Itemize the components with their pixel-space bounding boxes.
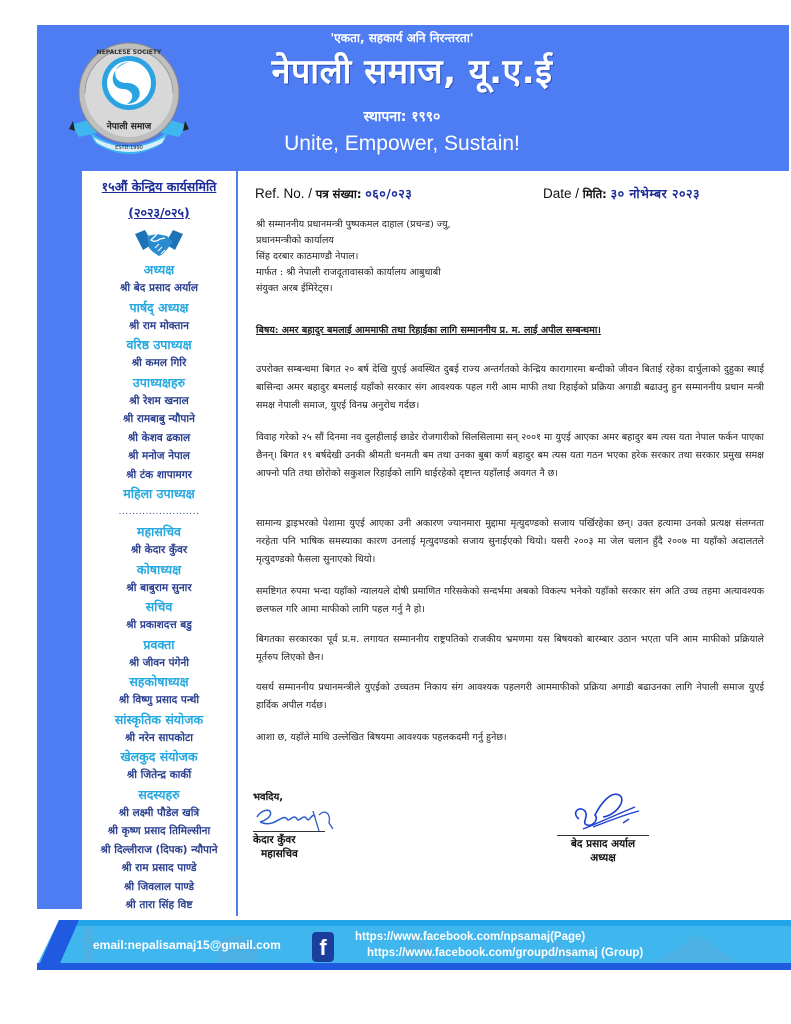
handshake-icon bbox=[133, 226, 185, 258]
member-name: श्री लक्ष्मी पौडेल खत्रि bbox=[118, 806, 200, 819]
member-name: श्री राम मोक्तान bbox=[129, 319, 189, 332]
role-title: सहकोषाध्यक्ष bbox=[129, 674, 189, 689]
role-treasurer bbox=[82, 560, 236, 598]
letter-date bbox=[543, 185, 700, 202]
handwritten-signature bbox=[253, 803, 343, 833]
reference-number bbox=[255, 185, 412, 202]
letterhead-header bbox=[37, 25, 789, 171]
address-line: प्रधानमन्त्रीको कार्यालय bbox=[256, 235, 334, 246]
member-name: श्री राम प्रसाद पाण्डे bbox=[121, 862, 197, 874]
role-title: सचिव bbox=[145, 599, 173, 614]
role-spokesperson bbox=[82, 635, 236, 673]
contact-email[interactable]: email:nepalisamaj15@gmail.com bbox=[93, 938, 281, 952]
role-title: उपाध्यक्षहरु bbox=[132, 374, 186, 390]
facebook-group-link[interactable]: https://www.facebook.com/groupd/nsamaj (Group) bbox=[367, 947, 644, 959]
ref-label-en: Ref. No. / bbox=[255, 186, 313, 201]
committee-sidebar bbox=[82, 171, 236, 916]
contact-footer bbox=[37, 920, 791, 970]
committee-term: (२०२३/०२५) bbox=[128, 205, 190, 220]
role-general-secretary bbox=[82, 522, 236, 560]
handwritten-signature bbox=[553, 789, 653, 835]
role-senior-vice-president bbox=[82, 335, 236, 373]
svg-text:ESTD:1990: ESTD:1990 bbox=[115, 145, 143, 151]
address-line: श्री सम्माननीय प्रधानमन्त्री पुष्पकमल दाहाल (प्रचन्ड) ज्यु, bbox=[256, 219, 451, 230]
member-name: श्री कमल गिरि bbox=[131, 357, 187, 369]
signer-name: केदार कुँवर bbox=[253, 834, 296, 846]
address-line: मार्फत : श्री नेपाली राजदूतावासको कार्यालय आबुधाबी bbox=[256, 267, 441, 278]
role-cultural-coordinator bbox=[82, 710, 236, 748]
member-name: श्री मनोज नेपाल bbox=[128, 450, 190, 462]
signature-block-president bbox=[553, 789, 653, 865]
left-blue-strip bbox=[37, 171, 82, 909]
signer-title: अध्यक्ष bbox=[590, 852, 616, 864]
paragraph: उपरोक्त सम्बन्धमा बिगत २० बर्ष देखि युएई अवस्थित दुबई राज्य अन्तर्गतको केन्द्रिय कारागारमा बन्दीको जीवन बिताई रहेका दार्चुलाको दुहुका स्थाई बासिन्दा अमर बहादुर बमलाई यहाँको सरकार संग आवश्यक पहल गरी आम माफी तथा रिहाईको प्रक्रिया अगाडी बढाउनु हुन सम्माननीय प्रधान मन्त्री समक्ष नेपाली समाज, युएई विनम्र अनुरोध गर्दछ। bbox=[256, 364, 764, 411]
role-title: कोषाध्यक्ष bbox=[136, 561, 182, 577]
role-title: खेलकुद संयोजक bbox=[120, 749, 198, 764]
signer-title: महासचिव bbox=[261, 848, 298, 860]
role-women-vice-president bbox=[82, 484, 236, 519]
vacant-placeholder: ........................ bbox=[118, 507, 200, 517]
member-name: श्री कृष्ण प्रसाद तिमिल्सीना bbox=[107, 825, 211, 837]
ref-label-np: पत्र संख्या: bbox=[315, 187, 362, 201]
organization-name: नेपाली समाज, यू.ए.ई bbox=[271, 52, 553, 92]
role-president bbox=[82, 260, 236, 298]
role-members bbox=[82, 785, 236, 915]
signature-line bbox=[253, 831, 325, 832]
member-name: श्री टंक शापामगर bbox=[126, 468, 192, 481]
paragraph: विवाह गरेको २५ सौं दिनमा नव दुलहीलाई छाडेर रोजगारीको सिलसिलामा सन् २००१ मा युएई आएका अमर बहादुर बम त्यस यता नेपाल फर्कन पाएका छैनन्। बिगत १९ बर्षदेखी उनकी श्रीमती धनमती बम तथा उनका बुबा कर्ण बहादुर बम त्यस यता गठन भएका हरेक सरकार तथा सरकार प्रमुख समक्ष आफ्नो पति तथा छोरोको सकुशल रिहाईको लागि धाईरहेको दृष्टान्त यहाँलाई अवगत नै छ। bbox=[256, 432, 764, 479]
member-name: श्री जीवन पंगेनी bbox=[128, 656, 190, 669]
date-value: ३० नोभेम्बर २०२३ bbox=[610, 186, 701, 201]
member-name: श्री प्रकाशदत्त बडु bbox=[126, 619, 192, 631]
signature-block-general-secretary bbox=[253, 789, 353, 861]
paragraph: समष्टिगत रुपमा भन्दा यहाँको न्यालयले दोषी प्रमाणित गरिसकेको सन्दर्भमा अबको विकल्प भनेको यहाँको सरकार संग अति उच्च तहमा अत्यावश्यक छलफल गरि आमा माफीको लागि पहल गर्नु नै हो। bbox=[256, 586, 764, 615]
address-line: सिंह दरबार काठमाण्डौ नेपाल। bbox=[256, 251, 359, 262]
date-label-en: Date / bbox=[543, 186, 580, 201]
role-title: प्रवक्ता bbox=[143, 636, 175, 652]
role-title: अध्यक्ष bbox=[143, 262, 175, 277]
member-name: श्री दिल्लीराज (दिपक) न्यौपाने bbox=[100, 843, 218, 856]
svg-text:नेपाली समाज: नेपाली समाज bbox=[106, 122, 152, 132]
svg-text:NEPALESE SOCIETY: NEPALESE SOCIETY bbox=[96, 49, 162, 56]
member-name: श्री जिवलाल पाण्डे bbox=[123, 880, 195, 893]
facebook-icon[interactable]: f bbox=[312, 932, 334, 962]
member-name: श्री नरेन सापकोटा bbox=[125, 731, 193, 744]
established-year: स्थापना: १९९० bbox=[363, 109, 441, 125]
paragraph: सामान्य ड्राइभरको पेशामा युएई आएका उनी अकारण ज्यानमारा मुद्दामा मृत्युदण्डको सजाय पर्खिरहेका छन्। उक्त हत्यामा उनको प्रत्यक्ष संलग्नता नरहेता पनि भाषिक समस्याका कारण उनलाई मृत्युदण्डको सजाय सुनाईएको थियो। यसरी २००३ मा जेल चलान हुँदै २००७ मा यहाँको अदालतले मृत्युदण्डको फैसला सुनाएको थियो। bbox=[256, 518, 764, 565]
role-title: सांस्कृतिक संयोजक bbox=[114, 711, 204, 727]
role-council-president bbox=[82, 298, 236, 336]
paragraph: बिगतका सरकारका पूर्व प्र.म. लगायत सम्माननीय राष्ट्रपतिको राजकीय भ्रमणमा यस बिषयको बारम्बार उठान भएता पनि आम माफीको प्रक्रियाले मूर्तरुप लिएको छैन। bbox=[256, 634, 764, 663]
date-label-np: मिति: bbox=[582, 187, 607, 201]
role-secretary bbox=[82, 597, 236, 635]
member-name: श्री बेद प्रसाद अर्याल bbox=[119, 282, 198, 294]
member-name: श्री केशव ढकाल bbox=[127, 431, 191, 444]
letter-subject: बिषय: अमर बहादुर बमलाई आममाफी तथा रिहाईका लागि सम्माननीय प्र. म. लाई अपील सम्बन्धमा। bbox=[256, 325, 601, 336]
society-logo bbox=[67, 33, 191, 159]
role-sports-coordinator bbox=[82, 747, 236, 785]
member-name: श्री जितेन्द्र कार्की bbox=[126, 769, 192, 781]
role-co-treasurer bbox=[82, 672, 236, 710]
sidebar-divider bbox=[236, 171, 238, 916]
committee-title: १५औं केन्द्रिय कार्यसमिति bbox=[101, 179, 217, 194]
paragraph: आशा छ, यहाँले माथि उल्लेखित बिषयमा आवश्यक पहलकदमी गर्नु हुनेछ। bbox=[256, 732, 507, 743]
role-title: महासचिव bbox=[137, 524, 181, 539]
recipient-address bbox=[256, 217, 451, 297]
paragraph: यसर्थ सम्माननीय प्रधानमन्त्रीले युएईको उच्चतम निकाय संग आवश्यक पहलगरी आममाफीको प्रक्रिया अगाडी बढाउनका लागि नेपाली समाज युएई हार्दिक अपील गर्दछ। bbox=[256, 682, 764, 711]
role-title: वरिष्ठ उपाध्यक्ष bbox=[126, 337, 192, 352]
ref-value: ०६०/०२३ bbox=[365, 186, 413, 201]
role-vice-presidents bbox=[82, 373, 236, 485]
motto: Unite, Empower, Sustain! bbox=[284, 132, 520, 155]
facebook-page-link[interactable]: https://www.facebook.com/npsamaj(Page) bbox=[355, 931, 586, 943]
closing-salutation: भवदिय, bbox=[253, 792, 284, 803]
member-name: श्री केदार कुँवर bbox=[130, 544, 188, 556]
member-name: श्री बाबुराम सुनार bbox=[126, 581, 192, 594]
role-title: पार्षद् अध्यक्ष bbox=[129, 299, 189, 315]
signer-name: बेद प्रसाद अर्याल bbox=[570, 838, 636, 850]
address-line: संयुक्त अरब ईमिरेट्स। bbox=[256, 283, 333, 294]
signature-line bbox=[557, 835, 649, 836]
role-title: महिला उपाध्यक्ष bbox=[123, 486, 195, 501]
member-name: श्री रेशम खनाल bbox=[129, 394, 189, 407]
member-name: श्री तारा सिंह विष्ट bbox=[125, 899, 193, 911]
role-title: सदस्यहरु bbox=[138, 786, 180, 802]
tagline: 'एकता, सहकार्य अनि निरन्तरता' bbox=[330, 31, 474, 45]
member-name: श्री रामबाबु न्यौपाने bbox=[123, 413, 195, 425]
member-name: श्री विष्णु प्रसाद पन्थी bbox=[118, 694, 200, 706]
